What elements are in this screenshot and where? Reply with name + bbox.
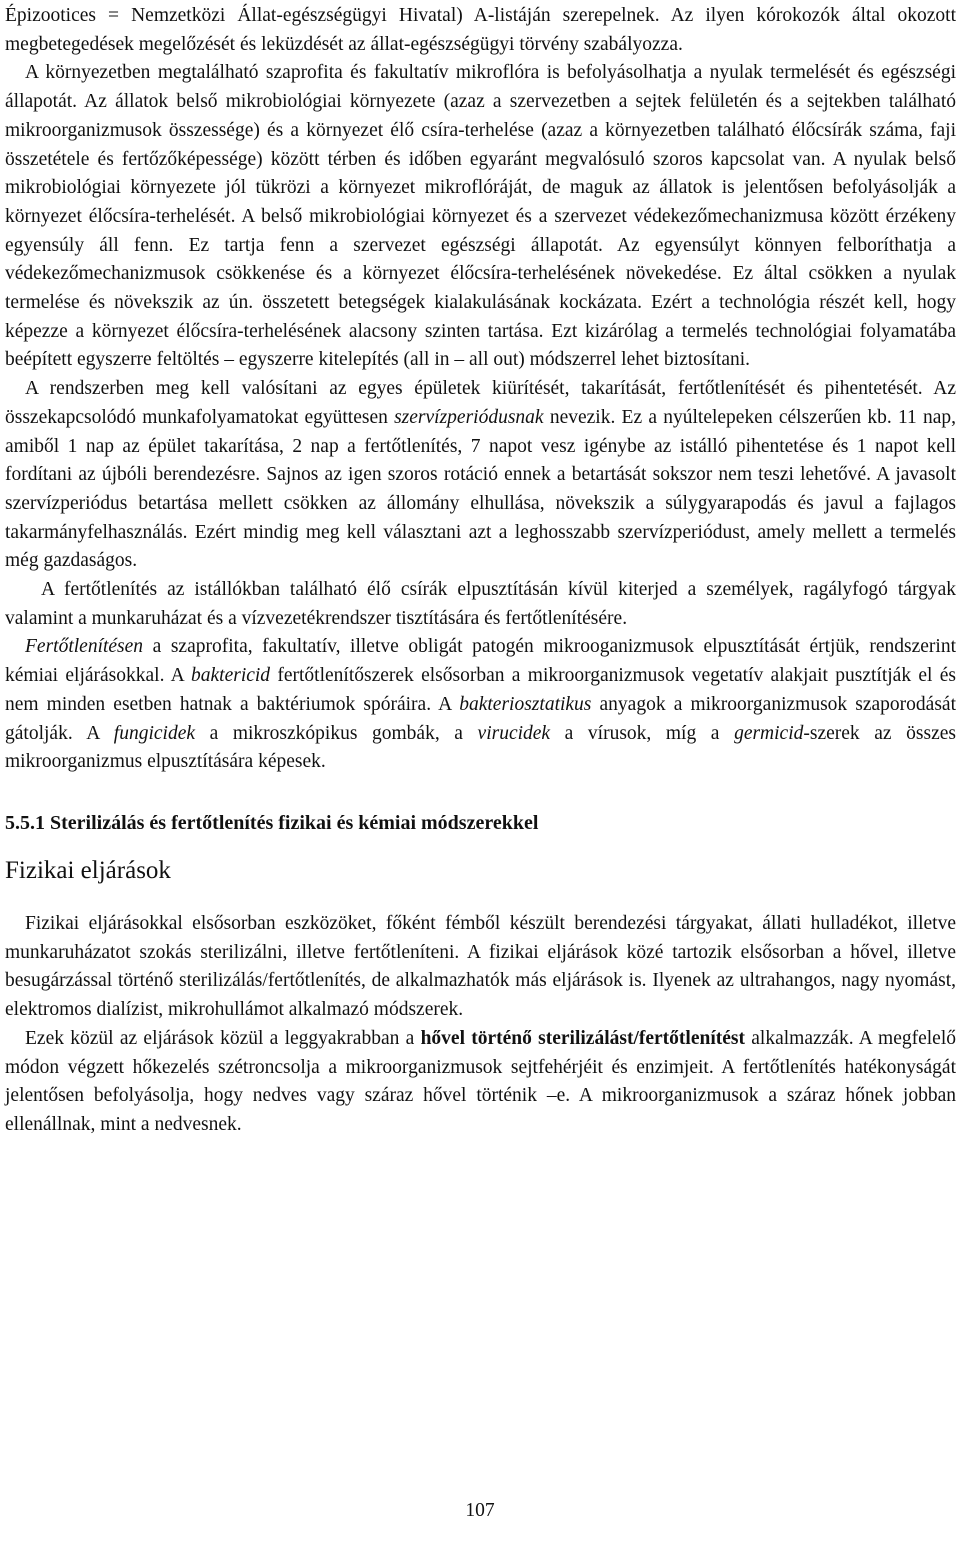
- paragraph-text: nevezik. Ez a nyúltelepeken célszerűen kb. 11 nap, amiből 1 nap az épület takarítása, 2 nap a fertőtlenítés, 7 napot vesz igénybe az istálló pihentetése és 1 napot kell fordítani az újbóli berendezésre. Sajnos az igen szoros rotáció ennek a betartását sokszor nem teszi lehetővé. A javasolt szervízperiódus betartása mellett csökken az állomány elhullása, növekszik a súlygyarapodás és javul a fajlagos takarmányfelhasználás. Ezért mindig meg kell választani azt a leghosszabb szervízperiódust, amely mellett a termelés még gazdaságos.: [5, 406, 956, 572]
- subsection-heading: Fizikai eljárások: [5, 856, 171, 884]
- emphasis-term: bakteriosztatikus: [459, 693, 592, 715]
- paragraph-text: Fizikai eljárásokkal elsősorban eszközöket, főként fémből készült berendezési tárgyakat, állati hulladékot, illetve munkaruházatot szokás sterilizálni, illetve fertőtleníteni. A fizikai eljárások közé tartozik elsősorban a hővel, illetve besugárzással történő sterilizálás/fertőtlenítés, de alkalmazhatók más eljárások is. Ilyenek az ultrahangos, nagy nyomást, elektromos dialízist, mikrohullámot alkalmazó módszerek.: [5, 912, 956, 1021]
- paragraph-text: alkalmazzák. A megfelelő módon végzett hőkezelés szétroncsolja a mikroorganizmusok sejtfehérjéit és enzimjeit. A fertőtlenítés hatékonyságát jelentősen befolyásolja, hogy nedves vagy száraz hővel történik –e. A mikroorganizmusok a száraz hőnek jobban ellenállnak, mint a nedvesnek.: [5, 1027, 957, 1135]
- emphasis-term: virucidek: [477, 722, 551, 744]
- paragraph-text: a vírusok, míg a: [550, 722, 735, 744]
- paragraph-text: Ezek közül az eljárások közül a leggyakrabban a: [25, 1027, 421, 1049]
- paragraph-4: [5, 576, 956, 633]
- paragraph-text: a szaprofita, fakultatív, illetve obligát patogén mikrooganizmusok elpusztítását értjük, rendszerint kémiai eljárásokkal. A: [5, 636, 956, 687]
- page-number: 107: [465, 1500, 495, 1521]
- paragraph-text: fertőtlenítőszerek elsősorban a mikroorganizmusok vegetatív alakjait pusztítják el és nem minden esetben hatnak a baktériumok spóráira. A: [5, 665, 956, 715]
- emphasis-term: baktericid: [191, 665, 271, 687]
- bold-term: hővel történő sterilizálást/fertőtlenítést: [420, 1027, 745, 1049]
- emphasis-term: szervízperiódusnak: [394, 406, 544, 428]
- paragraph-3: [5, 375, 956, 576]
- paragraph-5: [5, 633, 956, 777]
- section-heading: 5.5.1 Sterilizálás és fertőtlenítés fizikai és kémiai módszerekkel: [5, 811, 539, 834]
- paragraph-7: [5, 1025, 956, 1140]
- paragraph-text: anyagok a mikroorganizmusok szaporodását gátolják. A: [5, 693, 956, 744]
- paragraph-6: [5, 910, 956, 1025]
- paragraph-text: A rendszerben meg kell valósítani az egyes épületek kiürítését, takarítását, fertőtlenítését és pihentetését. Az összekapcsolódó munkafolyamatokat együttesen: [5, 378, 956, 428]
- paragraph-text: A környezetben megtalálható szaprofita és fakultatív mikroflóra is befolyásolhatja a nyulak termelését és egészségi állapotát. Az állatok belső mikrobiológiai környezete (azaz a szervezetben a sejtek felületén és a sejtekben található mikroorganizmusok összessége) és a környezet élő csíra-terhelése (azaz a környezetben található élőcsírák száma, faji összetétele és fertőzőképessége) között térben és időben egyaránt megvalósuló szoros kapcsolat van. A nyulak belső mikrobiológiai környezete jól tükrözi a környezet mikroflóráját, de maguk az állatok is jelentősen befolyásolják a környezet élőcsíra-terhelését. A belső mikrobiológiai környezet és a szervezet védekezőmechanizmusa között érzékeny egyensúly áll fenn. Ez tartja fenn a szervezet egészségi állapotát. Az egyensúlyt könnyen felboríthatja a védekezőmechanizmusok csökkenése és a környezet élőcsíra-terhelésének növekedése. Ez által csökken a nyulak termelése és növekszik az ún. összetett betegségek kialakulásának kockázata. Ezért a technológia részét kell, hogy képezze a környezet élőcsíra-terhelésének alacsony szinten tartása. Ezt kizárólag a termelés technológiai folyamatába beépített egyszerre feltöltés – egyszerre kitelepítés (all in – all out) módszerrel lehet biztosítani.: [5, 62, 956, 371]
- paragraph-2: [5, 59, 956, 375]
- paragraph-1: [5, 0, 956, 59]
- paragraph-text: -szerek az összes mikroorganizmus elpusztítására képesek.: [5, 722, 956, 773]
- paragraph-text: A fertőtlenítés az istállókban található élő csírák elpusztításán kívül kiterjed a személyek, ragályfogó tárgyak valamint a munkaruházat és a vízvezetékrendszer tisztítására és fertőtlenítésére.: [5, 579, 956, 629]
- paragraph-text: Épizootices = Nemzetközi Állat-egészségügyi Hivatal) A-listáján szerepelnek. Az ilyen kórokozók által okozott megbetegedések megelőzését és leküzdését az állat-egészségügyi törvény szabályozza.: [5, 5, 956, 55]
- emphasis-term: fungicidek: [113, 722, 196, 744]
- emphasis-term: Fertőtlenítésen: [25, 636, 144, 658]
- paragraph-text: a mikroszkópikus gombák, a: [195, 722, 478, 744]
- document-page: [5, 0, 956, 1140]
- emphasis-term: germicid: [734, 722, 804, 744]
